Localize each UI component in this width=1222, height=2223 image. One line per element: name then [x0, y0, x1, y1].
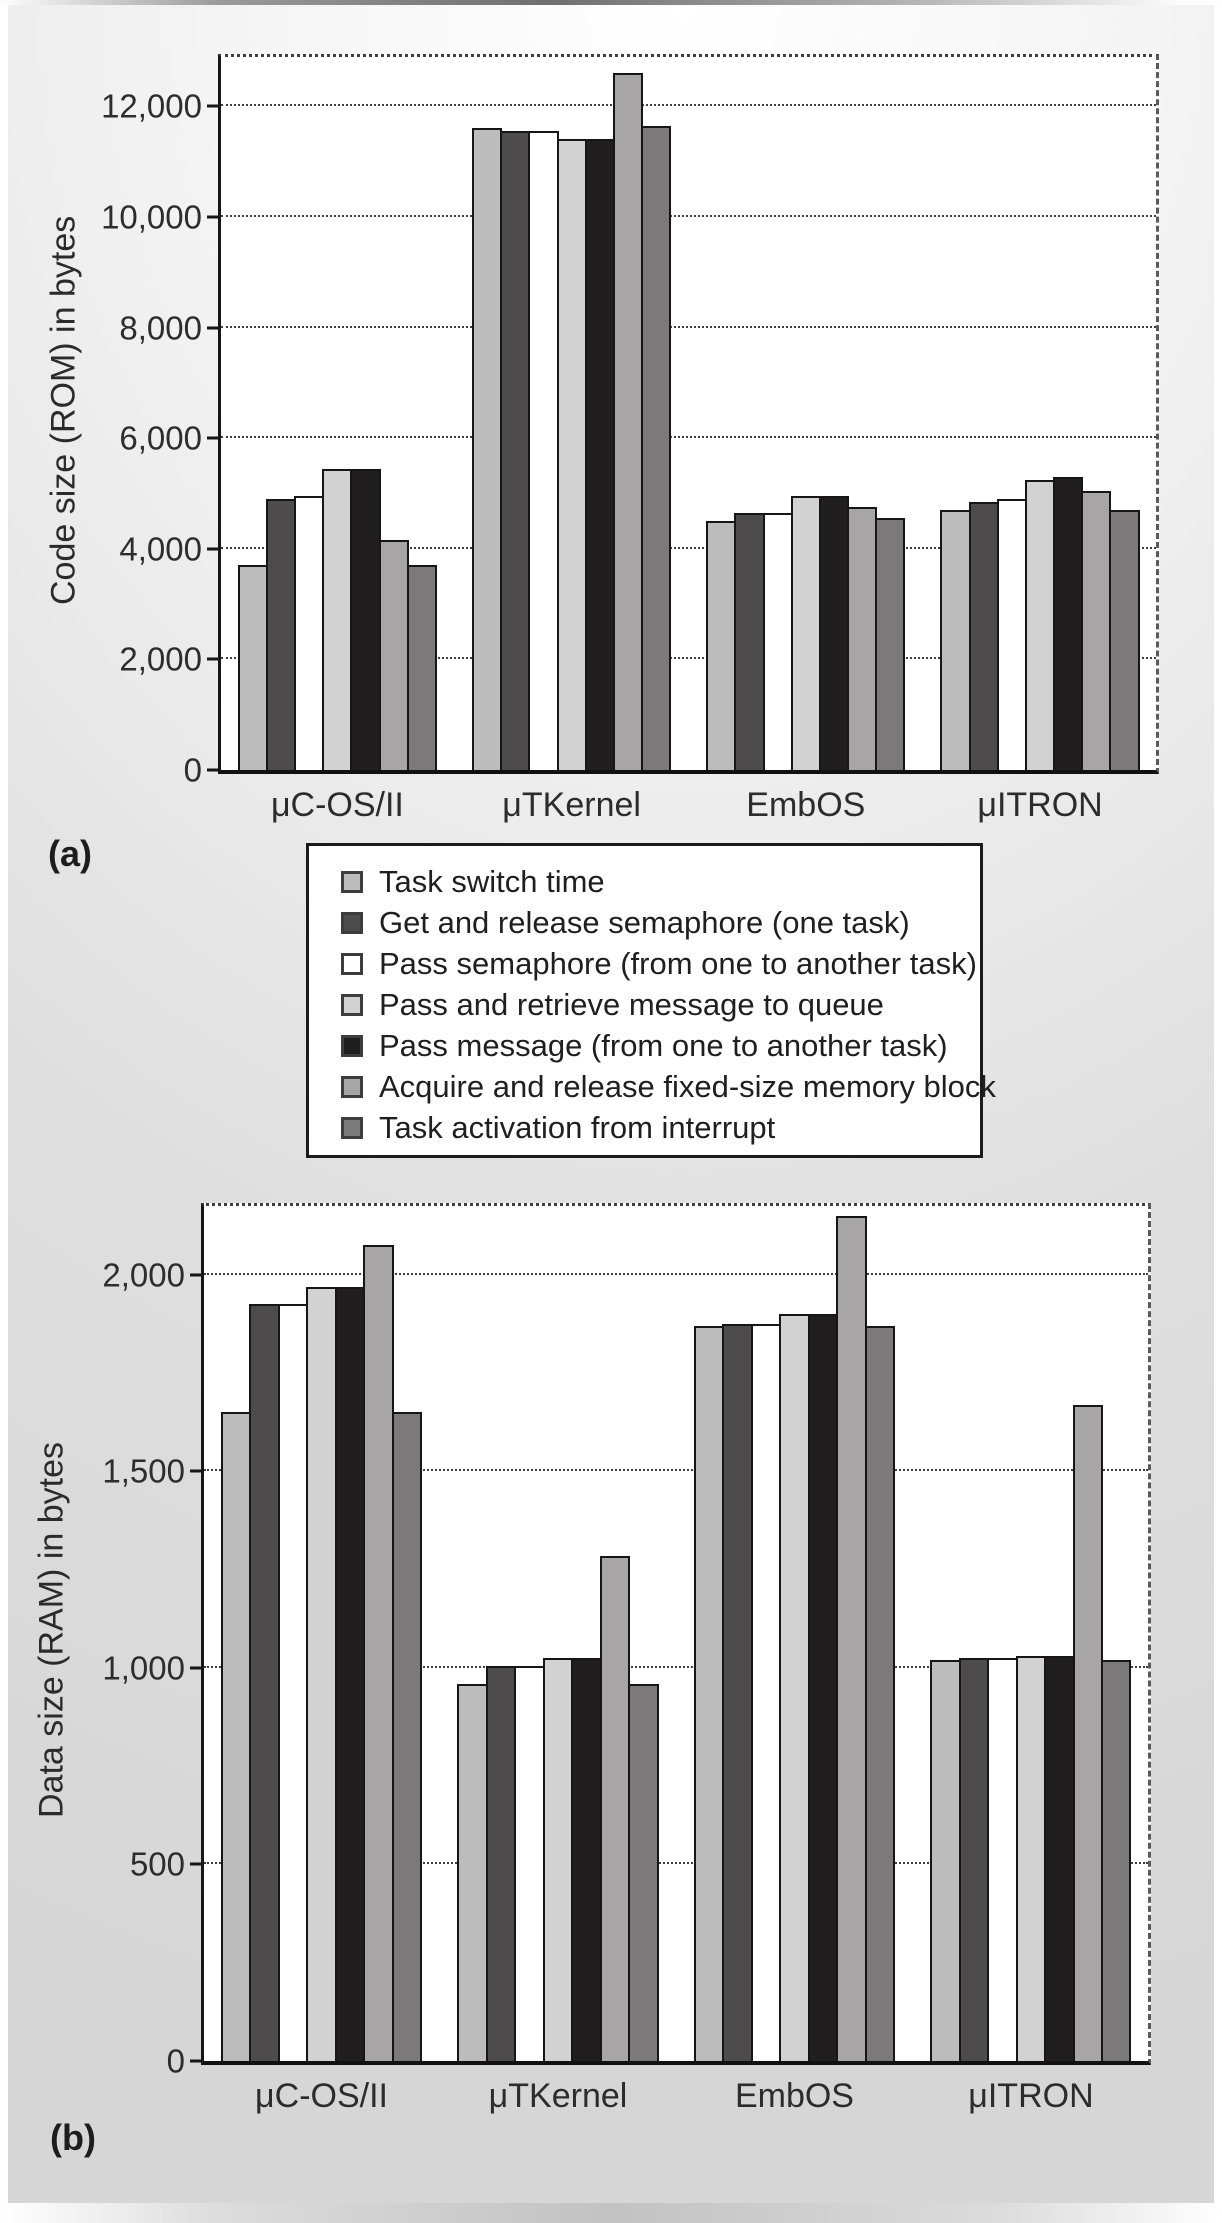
- x-category-label: μC-OS/II: [270, 786, 404, 824]
- bar: [694, 1326, 724, 2061]
- y-tick-label: 4,000: [119, 530, 202, 568]
- bar: [379, 540, 409, 770]
- bar: [486, 1666, 516, 2061]
- bar: [407, 565, 437, 770]
- bar: [628, 1684, 658, 2061]
- legend-item-label: Get and release semaphore (one task): [379, 904, 910, 940]
- bar: [706, 521, 736, 770]
- y-tick-label: 1,000: [102, 1649, 185, 1687]
- page-bottom-edge: [0, 2203, 1222, 2223]
- bar: [751, 1324, 781, 2061]
- bar: [457, 1684, 487, 2061]
- legend-item-label: Task activation from interrupt: [379, 1109, 776, 1145]
- chart-b-plot-area: [102, 1203, 1151, 2115]
- bar: [819, 496, 849, 770]
- bar: [249, 1304, 279, 2061]
- y-tick-label: 500: [129, 1845, 185, 1883]
- bar: [238, 565, 268, 770]
- bar: [1025, 480, 1055, 770]
- bar: [847, 507, 877, 770]
- figure-panel: [8, 5, 1214, 2203]
- y-tick-label: 8,000: [119, 309, 202, 346]
- bar: [734, 513, 764, 770]
- bar-group-μITRON: [940, 57, 1139, 770]
- y-tick-label: 12,000: [101, 87, 202, 125]
- bar-group-EmbOS: [706, 57, 905, 770]
- y-tick-label: 2,000: [102, 1256, 185, 1294]
- bar: [836, 1216, 866, 2061]
- bar: [266, 499, 296, 770]
- bar: [514, 1666, 544, 2061]
- x-category-label: μTKernel: [502, 786, 641, 824]
- bar: [585, 139, 615, 770]
- bar: [543, 1658, 573, 2061]
- bar: [959, 1658, 989, 2061]
- bar: [641, 126, 671, 770]
- bar: [557, 139, 587, 770]
- x-category-label: μTKernel: [488, 2077, 628, 2115]
- bar: [392, 1412, 422, 2061]
- bar: [969, 502, 999, 770]
- bar: [306, 1287, 336, 2061]
- y-tick-label: 2,000: [119, 640, 202, 678]
- bar: [722, 1324, 752, 2061]
- x-category-label: μITRON: [968, 2077, 1094, 2115]
- bar: [294, 496, 324, 770]
- bar: [1073, 1405, 1103, 2061]
- x-category-label: μITRON: [977, 786, 1103, 824]
- panel-label-a: (a): [48, 833, 92, 874]
- y-tick-label: 6,000: [119, 419, 202, 457]
- bar: [363, 1245, 393, 2061]
- bar: [763, 513, 793, 770]
- panel-label-b: (b): [50, 2117, 96, 2158]
- y-axis-tick: [190, 1470, 201, 1473]
- bar: [875, 518, 905, 770]
- bar: [987, 1658, 1017, 2061]
- bar: [613, 73, 643, 770]
- bar: [500, 131, 530, 770]
- x-category-label: μC-OS/II: [255, 2077, 388, 2115]
- legend-item-label: Pass semaphore (from one to another task): [379, 945, 977, 981]
- bar: [791, 496, 821, 770]
- bar: [221, 1412, 251, 2061]
- y-axis-tick: [190, 1666, 201, 1669]
- x-category-label: EmbOS: [734, 2077, 854, 2115]
- bar: [1081, 491, 1111, 770]
- chart-b-y-axis-title: Data size (RAM) in bytes: [32, 1442, 71, 1819]
- y-axis-tick: [190, 2060, 201, 2063]
- bar: [930, 1660, 960, 2061]
- bar: [571, 1658, 601, 2061]
- bar-group-EmbOS: [694, 1206, 895, 2061]
- bar: [472, 128, 502, 770]
- bar: [865, 1326, 895, 2061]
- bar-group-μC-OS/II: [238, 57, 437, 770]
- legend-item-label: Pass and retrieve message to queue: [379, 986, 884, 1022]
- bar-group-μITRON: [930, 1206, 1131, 2061]
- bar: [350, 469, 380, 770]
- legend-item-label: Task switch time: [379, 863, 605, 899]
- bar: [1053, 477, 1083, 770]
- bar-group-μC-OS/II: [221, 1206, 422, 2061]
- y-tick-label: 0: [166, 2042, 185, 2080]
- bar: [997, 499, 1027, 770]
- bar: [808, 1314, 838, 2061]
- chart-a-y-axis-title: Code size (ROM) in bytes: [44, 215, 83, 606]
- bar: [779, 1314, 809, 2061]
- bar: [1109, 510, 1139, 770]
- bar: [940, 510, 970, 770]
- y-tick-label: 0: [183, 751, 202, 789]
- bar: [278, 1304, 308, 2061]
- bar-group-μTKernel: [457, 1206, 658, 2061]
- bar: [600, 1556, 630, 2061]
- y-axis-tick: [190, 1273, 201, 1276]
- bar: [528, 131, 558, 770]
- bar: [1101, 1660, 1131, 2061]
- legend-item-label: Pass message (from one to another task): [379, 1027, 948, 1063]
- y-tick-label: 10,000: [101, 198, 202, 236]
- x-category-label: EmbOS: [746, 786, 866, 824]
- y-tick-label: 1,500: [102, 1452, 185, 1490]
- bar-group-μTKernel: [472, 57, 671, 770]
- legend-item-label: Acquire and release fixed-size memory block: [379, 1068, 996, 1104]
- bar: [322, 469, 352, 770]
- bar: [1016, 1656, 1046, 2061]
- y-axis-tick: [190, 1863, 201, 1866]
- bar: [335, 1287, 365, 2061]
- bar: [1044, 1656, 1074, 2061]
